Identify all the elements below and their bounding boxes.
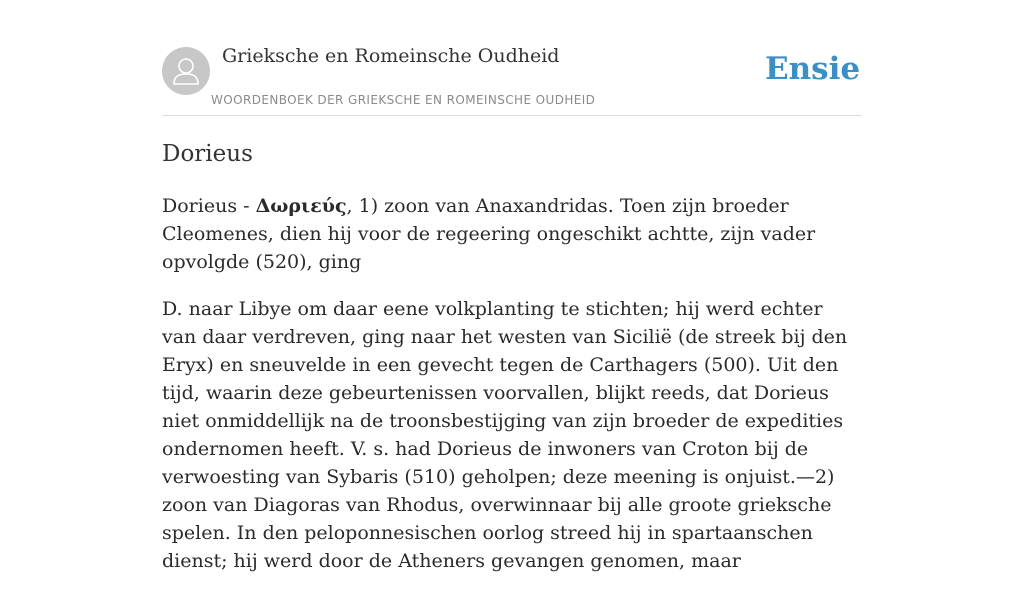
entry-title: Dorieus bbox=[162, 141, 253, 167]
lead-term: Dorieus - bbox=[162, 195, 256, 217]
source-title[interactable]: Grieksche en Romeinsche Oudheid bbox=[222, 45, 560, 67]
entry-paragraph-2: D. naar Libye om daar eene volkplanting te stichten; hij werd echter van daar verdreven, ging naar het westen van Sicilië (de streek bij den Eryx) en sneuvelde in een gevecht tegen de Carthagers (500). Uit den tijd, waarin deze gebeurtenissen voorvallen, blijkt reeds, dat Dorieus niet onmiddellijk na de troonsbestijging van zijn broeder de expedities ondernomen heeft. V. s. had Dorieus de inwoners van Croton bij de verwoesting van Sybaris (510) geholpen; deze meening is onjuist.—2) zoon van Diagoras van Rhodus, overwinnaar bij alle groote grieksche spelen. In den peloponnesischen oorlog streed hij in spartaanschen dienst; hij werd door de Atheners gevangen genomen, maar bbox=[162, 298, 848, 572]
greek-term: Δωριεύς bbox=[255, 195, 347, 217]
header-divider bbox=[162, 115, 862, 116]
user-avatar-icon[interactable] bbox=[162, 47, 210, 95]
ensie-logo[interactable]: Ensie bbox=[765, 51, 861, 87]
source-subtitle[interactable]: WOORDENBOEK DER GRIEKSCHE EN ROMEINSCHE OUDHEID bbox=[211, 93, 596, 107]
entry-paragraph-1 bbox=[162, 192, 862, 276]
paragraph-1-text: , 1) zoon van Anaxandridas. Toen zijn broeder Cleomenes, dien hij voor de regeering ongeschikt achtte, zijn vader opvolgde (520), ging bbox=[162, 195, 816, 273]
entry-content bbox=[162, 192, 862, 594]
